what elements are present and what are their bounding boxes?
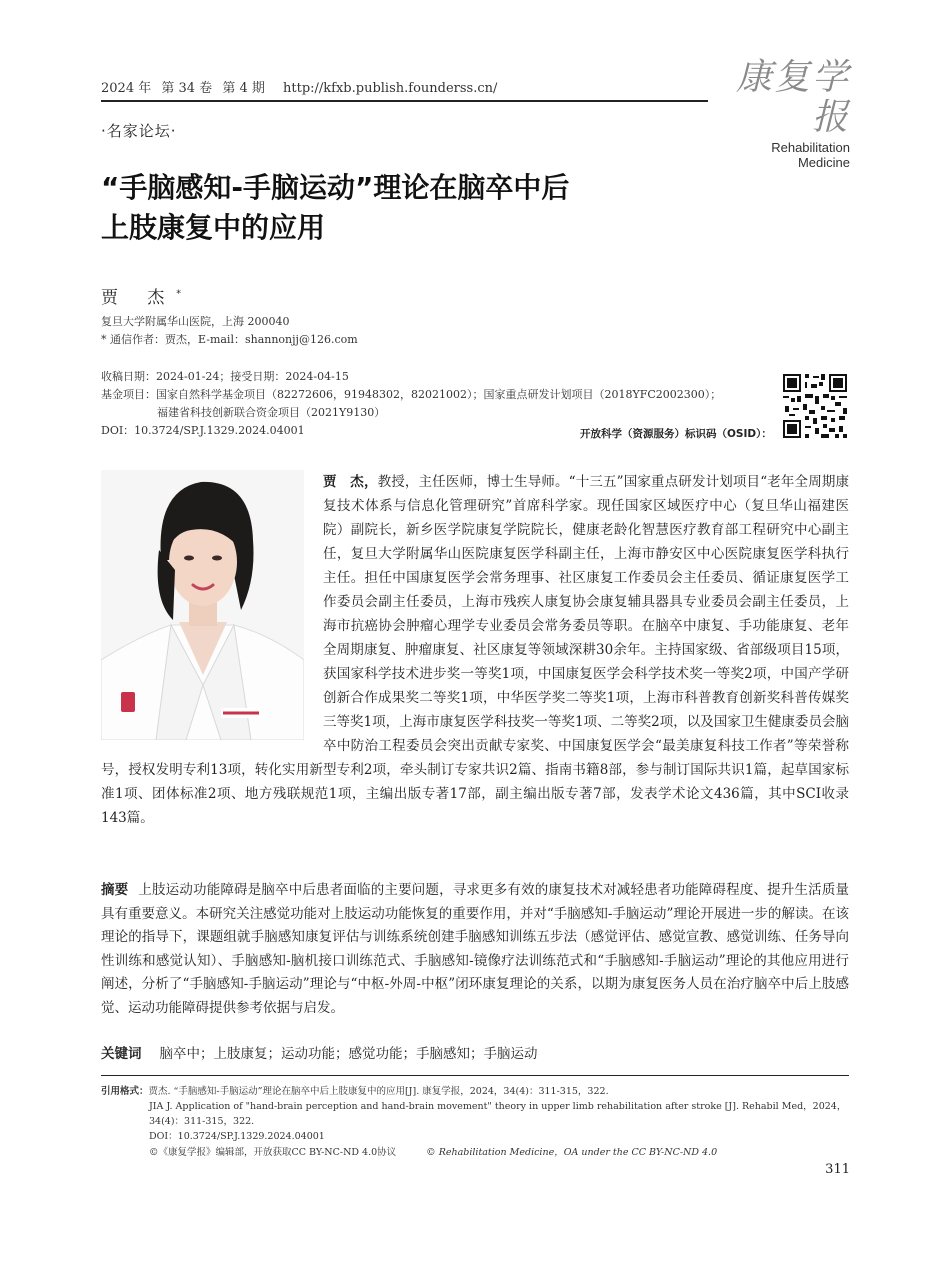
qr-code-icon[interactable] — [781, 372, 849, 440]
abstract-text: 上肢运动功能障碍是脑卒中后患者面临的主要问题，寻求更多有效的康复技术对减轻患者功能障碍程度、提升生活质量具有重要意义。本研究关注感觉功能对上肢运动功能恢复的重要作用，并对“手脑感知-手脑运动”理论开展进一步的解读。在该理论的指导下，课题组就手脑感知康复评估与训练系统创建手脑感知训练五步法（感觉评估、感觉宣教、感觉训练、任务导向性训练和感觉认知）、手脑感知-脑机接口训练范式、手脑感知-镜像疗法训练范式和“手脑感知-手脑运动”理论的其他应用进行阐述，分析了“手脑感知-手脑运动”理论与“中枢-外周-中枢”闭环康复理论的关系，以期为康复医务人员在治疗脑卒中后上肢感觉、运动功能障碍提供参考依据与启发。 — [101, 882, 850, 1016]
citation — [101, 1084, 849, 1144]
keywords-label: 关键词 — [101, 1046, 142, 1062]
citation-label: 引用格式： — [101, 1086, 149, 1097]
article-title — [101, 168, 721, 248]
bio-text: 教授，主任医师，博士生导师。“十三五”国家重点研发计划项目“老年全周期康复技术体系与信息化管理研究”首席科学家。现任国家区域医疗中心（复旦华山福建医院）副院长，新乡医学院康复学院院长，健康老龄化智慧医疗教育部工程研究中心副主任，复旦大学附属华山医院康复医学科副主任，上海市静安区中心医院康复医学科执行主任。担任中国康复医学会常务理事、社区康复工作委员会主任委员、循证康复医学工作委员会副主任委员，上海市残疾人康复协会康复辅具器具专业委员会副主任委员，上海市抗癌协会肿瘤心理学专业委员会常务委员等职。在脑卒中康复、手功能康复、老年全周期康复、肿瘤康复、社区康复等领域深耕30余年。主持国家级、省部级项目15项，获国家科学技术进步奖一等奖1项，中国康复医学会科学技术奖一等奖2项，中国产学研创新合作成果奖二等奖1项，中华医学奖二等奖1项，上海市科普教育创新奖科普传媒奖三等奖1项，上海市康复医学科技奖一等奖1项、二等奖2项，以及国家卫生健康委员会脑卒中防治工程委员会突出贡献专家奖、中国康复医学会“最美康复科技工作者”等荣誉称号，授权发明专利13项，转化实用新型专利2项，牵头制订专家共识2篇、指南书籍8部，参与制订国际共识1篇，起草国家标准1项、团体标准2项、地方残联规范1项，主编出版专著17部，副主编出版专著7部，发表学术论文436篇，其中SCI收录143篇。 — [101, 474, 849, 826]
osid-label: 开放科学（资源服务）标识码（OSID）： — [580, 428, 772, 440]
journal-url[interactable]: http://kfxb.publish.founderss.cn/ — [283, 81, 498, 96]
citation-en: JIA J. Application of "hand-brain perception and hand-brain movement" theory in upper limb rehabilitation after stroke [J]. Rehabil Med，2024，34(4)：311-315，322. — [149, 1101, 847, 1127]
correspondence[interactable]: * 通信作者：贾杰，E-mail：shannonjj@126.com — [101, 333, 358, 346]
citation-doi[interactable]: DOI：10.3724/SP.J.1329.2024.04001 — [149, 1131, 325, 1142]
page-number: 311 — [825, 1162, 850, 1177]
issue-year: 2024 年 — [101, 81, 152, 96]
issue-volume: 第 34 卷 — [161, 81, 213, 96]
license — [149, 1144, 717, 1158]
author-mark: * — [176, 289, 181, 300]
journal-logo — [720, 58, 850, 170]
doi[interactable]: DOI：10.3724/SP.J.1329.2024.04001 — [101, 424, 305, 437]
affiliation: 复旦大学附属华山医院，上海 200040 — [101, 315, 290, 328]
photo-spacer — [101, 470, 323, 758]
funding-line-1: 基金项目：国家自然科学基金项目（82272606，91948302，82021002）；国家重点研发计划项目（2018YFC2002300）； — [101, 388, 722, 401]
citation-cn: 贾杰. “手脑感知-手脑运动”理论在脑卒中后上肢康复中的应用[J]. 康复学报，2024，34(4)：311-315，322. — [148, 1086, 609, 1097]
author-name — [101, 283, 181, 308]
bio-name: 贾 杰， — [323, 474, 378, 490]
license-en: © Rehabilitation Medicine，OA under the CC BY-NC-ND 4.0 — [426, 1147, 718, 1158]
author-biography — [101, 470, 849, 830]
dates: 收稿日期：2024-01-24；接受日期：2024-04-15 — [101, 370, 349, 383]
abstract-label: 摘要 — [101, 882, 129, 898]
footer-divider — [101, 1075, 849, 1076]
running-header — [101, 77, 503, 96]
column-tag: ·名家论坛· — [101, 122, 177, 140]
keywords-text: 脑卒中；上肢康复；运动功能；感觉功能；手脑感知；手脑运动 — [159, 1046, 538, 1062]
logo-chinese: 康复学报 — [735, 57, 850, 138]
header-divider — [101, 100, 708, 102]
issue-number: 第 4 期 — [222, 81, 265, 96]
keywords — [101, 1042, 538, 1062]
title-line-1: “手脑感知-手脑运动”理论在脑卒中后 — [101, 171, 570, 204]
license-cn: ©《康复学报》编辑部，开放获取CC BY-NC-ND 4.0协议 — [149, 1147, 397, 1158]
title-line-2: 上肢康复中的应用 — [101, 211, 326, 244]
author-text: 贾 杰 — [101, 288, 177, 308]
abstract — [101, 879, 849, 1020]
funding-line-2: 福建省科技创新联合资金项目（2021Y9130） — [157, 406, 386, 419]
logo-english: Rehabilitation Medicine — [771, 140, 850, 170]
